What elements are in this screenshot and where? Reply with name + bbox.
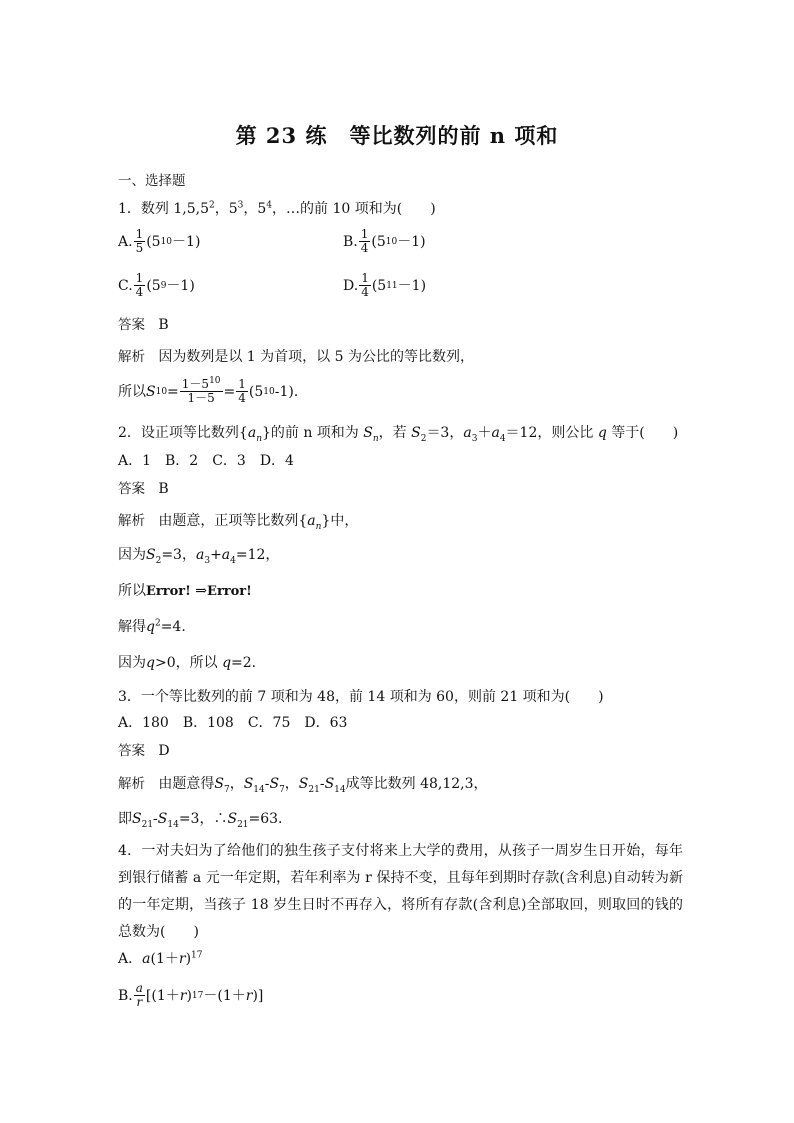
q3-answer: 答案 D xyxy=(118,743,170,759)
question-2-stem: 2．设正项等比数列$\{a_n\}$的前 n 项和为 $S_n$，若 $S_2=3$，$a_3+a_4=12$，则公比 q 等于( ) xyxy=(118,425,679,444)
q3-options: A．180 B．108 C．75 D．63 xyxy=(118,715,348,731)
q2-answer: 答案 B xyxy=(118,481,169,497)
q1-option-d: D. $\frac{1}{4}$ (5 11 －1) xyxy=(343,271,427,299)
q2-analysis-line-5: 因为q>0，所以 q=2. xyxy=(118,655,257,671)
q1-analysis-line-1: 解析 因为数列是以 1 为首项，以 5 为公比的等比数列， xyxy=(118,349,474,365)
q2-options: A．1 B．2 C．3 D．4 xyxy=(118,453,294,469)
page-title: 第 23 练 等比数列的前 n 项和 xyxy=(235,123,559,148)
q1-option-c: C. $\frac{1}{4}$ (5 9 －1) xyxy=(118,271,195,299)
q1-option-a: A. $\frac{1}{5}$ (5 10 －1) xyxy=(118,227,201,255)
q2-analysis-line-3: 所以Error! ⇒Error! xyxy=(118,583,252,599)
q1-stem-suffix: ，…的前 10 项和为( ) xyxy=(272,201,436,217)
q4-option-b: B. $\frac{a}{r}$ [(1＋ r ) 17 －(1＋ r )] xyxy=(118,981,264,1009)
q2-analysis-line-1: 解析 由题意，正项等比数列$\{a_n\}$中， xyxy=(118,513,359,532)
q1-option-b: B. $\frac{1}{4}$ (5 10 －1) xyxy=(343,227,426,255)
question-4-stem: 4．一对夫妇为了给他们的独生孩子支付将来上大学的费用，从孩子一周岁生日开始，每年到银行储蓄 a 元一年定期，若年利率为 r 保持不变，且每年到期时存款(含利息)自动转为新的一年定期，当孩子 18 岁生日时不再存入，将所有存款(含利息)全部取回，则取回的钱的总数为( ) xyxy=(118,843,683,940)
section-heading: 一、选择题 xyxy=(118,173,186,189)
q1-analysis-line-2: 所以 S 10 = $\frac{1-5^{10}}{1-5}$ = $\frac{1}{4}$ (5 10 -1)． xyxy=(118,376,308,405)
q1-stem-prefix: 1．数列 1,5,5 xyxy=(118,201,209,217)
q4-option-a: A．$a(1+r)^{17}$ xyxy=(118,950,203,967)
q2-analysis-line-2: 因为$S_2=3$，$a_3+a_4=12$， xyxy=(118,547,280,566)
question-1-stem: 1．数列 1,5,5$^2$，$5^3$，$5^4$，…的前 10 项和为( ) xyxy=(118,200,436,217)
q2-analysis-line-4: 解得$q^2=4$. xyxy=(118,618,186,635)
question-3-stem: 3．一个等比数列的前 7 项和为 48，前 14 项和为 60，则前 21 项和为( ) xyxy=(118,689,604,705)
q3-analysis-line-1: 解析 由题意得$S_7$，$S_{14}-S_7$，$S_{21}-S_{14}$成等比数列 48,12,3， xyxy=(118,776,488,795)
q1-answer: 答案 B xyxy=(118,317,169,333)
q3-analysis-line-2: 即$S_{21}-S_{14}=3$，$\therefore S_{21}=63$. xyxy=(118,811,283,830)
